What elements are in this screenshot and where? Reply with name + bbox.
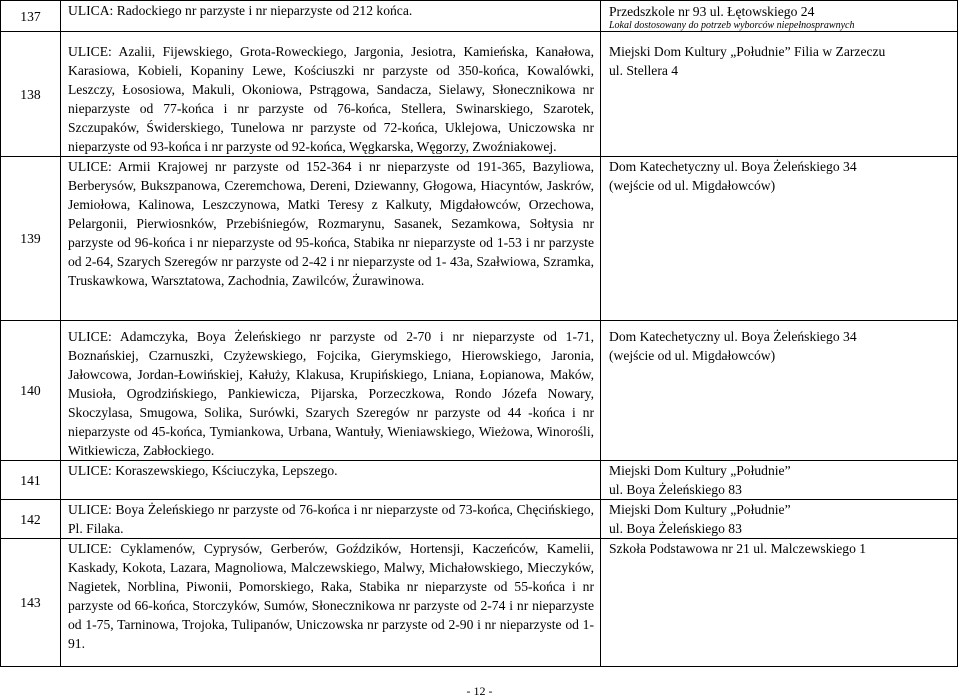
polling-place-cell (601, 321, 958, 461)
streets-cell: ULICE: Armii Krajowej nr parzyste od 152-364 i nr nieparzyste od 191-365, Bazyliowa, Berberysów, Bukszpanowa, Czeremchowa, Dereni, Dziewanny, Głogowa, Hiacyntów, Jaskrów, Jemiołowa, Kalinowa, Leszczynowa, Matki Teresy z Kalkuty, Migdałowców, Orzechowa, Pelargonii, Pierwiosnków, Przebiśniegów, Rozmarynu, Sasanek, Sezamkowa, Sołtysia nr parzyste od 96-końca i nr nieparzyste od 95-końca, Stabika nr nieparzyste od 1-53 i nr parzyste od 2-64, Szarych Szeregów nr parzyste od 2-42 i nr nieparzyste od 1- 43a, Szałwiowa, Szramka, Truskawkowa, Warsztatowa, Zachodnia, Zawilców, Żurawinowa. (61, 157, 601, 321)
polling-place-line: Szkoła Podstawowa nr 21 ul. Malczewskiego 1 (609, 541, 867, 556)
polling-place-cell (601, 539, 958, 667)
table-row (1, 321, 958, 461)
page-number: - 12 - (466, 684, 493, 698)
table-row (1, 32, 958, 157)
polling-place-line: ul. Boya Żeleńskiego 83 (609, 521, 742, 536)
streets-cell: ULICE: Cyklamenów, Cyprysów, Gerberów, Goździków, Hortensji, Kaczeńców, Kamelii, Kaskady, Kokota, Lazara, Magnoliowa, Malczewskiego, Malwy, Michałowskiego, Mieczyków, Nagietek, Norblina, Piwonii, Pomorskiego, Raka, Stabika nr nieparzyste od 55-końca i nr parzyste od 66-końca, Storczyków, Sumów, Słonecznikowa nr parzyste od 2-74 i nr nieparzyste od 1-75, Tarninowa, Trojoka, Tulipanów, Uniczowska nr parzyste od 2-90 i nr nieparzyste od 1-91. (61, 539, 601, 667)
polling-place-line: Przedszkole nr 93 ul. Łętowskiego 24 (609, 4, 815, 19)
polling-place-line: Miejski Dom Kultury „Południe” (609, 502, 791, 517)
polling-place-line: ul. Stellera 4 (609, 63, 679, 78)
polling-place-line: Miejski Dom Kultury „Południe” (609, 463, 791, 478)
accessibility-note: Lokal dostosowany do potrzeb wyborców niepełnosprawnych (609, 20, 855, 31)
table-row (1, 500, 958, 539)
polling-place-cell (601, 157, 958, 321)
table-row (1, 157, 958, 321)
streets-cell: ULICE: Boya Żeleńskiego nr parzyste od 76-końca i nr nieparzyste od 73-końca, Chęcińskiego, Pl. Filaka. (61, 500, 601, 539)
polling-place-line: (wejście od ul. Migdałowców) (609, 178, 776, 193)
district-number: 140 (1, 321, 61, 461)
district-number: 142 (1, 500, 61, 539)
polling-place-line: Dom Katechetyczny ul. Boya Żeleńskiego 34 (609, 329, 857, 344)
district-number: 138 (1, 32, 61, 157)
polling-place-cell (601, 1, 958, 32)
table-row (1, 1, 958, 32)
streets-cell: ULICE: Azalii, Fijewskiego, Grota-Roweckiego, Jargonia, Jesiotra, Kamieńska, Kanałowa, Karasiowa, Kobieli, Kopaniny Lewe, Kościuszki nr parzyste od 350-końca, Kowalówki, Leszczy, Łososiowa, Makuli, Okoniowa, Pstrągowa, Sandacza, Sielawy, Słonecznikowa nr nieparzyste od 77-końca i nr parzyste od 76-końca, Stellera, Swinarskiego, Szarotek, Szczupaków, Świderskiego, Tunelowa nr parzyste od 72-końca, Uklejowa, Uniczowska nr nieparzyste od 93-końca i nr parzyste od 92-końca, Węgkarska, Węgorzy, Zwoźniakowej. (61, 32, 601, 157)
streets-cell: ULICE: Koraszewskiego, Kściuczyka, Lepszego. (61, 461, 601, 500)
polling-place-line: (wejście od ul. Migdałowców) (609, 348, 776, 363)
polling-place-cell (601, 461, 958, 500)
table-row (1, 461, 958, 500)
table-row (1, 539, 958, 667)
district-number: 137 (1, 1, 61, 32)
polling-place-line: ul. Boya Żeleńskiego 83 (609, 482, 742, 497)
district-number: 141 (1, 461, 61, 500)
polling-place-line: Miejski Dom Kultury „Południe” Filia w Zarzeczu (609, 44, 886, 59)
district-number: 143 (1, 539, 61, 667)
streets-cell: ULICA: Radockiego nr parzyste i nr nieparzyste od 212 końca. (61, 1, 601, 32)
polling-place-cell (601, 32, 958, 157)
district-number: 139 (1, 157, 61, 321)
polling-place-cell (601, 500, 958, 539)
streets-cell: ULICE: Adamczyka, Boya Żeleńskiego nr parzyste od 2-70 i nr nieparzyste od 1-71, Boznańskiej, Czarnuszki, Czyżewskiego, Fojcika, Gierymskiego, Hierowskiego, Jaronia, Jałowcowa, Jordan-Łowińskiej, Kałuży, Klakusa, Krupińskiego, Lniana, Łopianowa, Maków, Musioła, Ogrodzińskiego, Pankiewicza, Pijarska, Porzeczkowa, Rondo Józefa Nowary, Skoczylasa, Smugowa, Solika, Surówki, Szarych Szeregów nr parzyste od 44 -końca i nr nieparzyste od 45-końca, Tymiankowa, Urbana, Wantuły, Wieniawskiego, Wieżowa, Winorośli, Witkiewicza, Zabłockiego. (61, 321, 601, 461)
polling-place-line: Dom Katechetyczny ul. Boya Żeleńskiego 34 (609, 159, 857, 174)
